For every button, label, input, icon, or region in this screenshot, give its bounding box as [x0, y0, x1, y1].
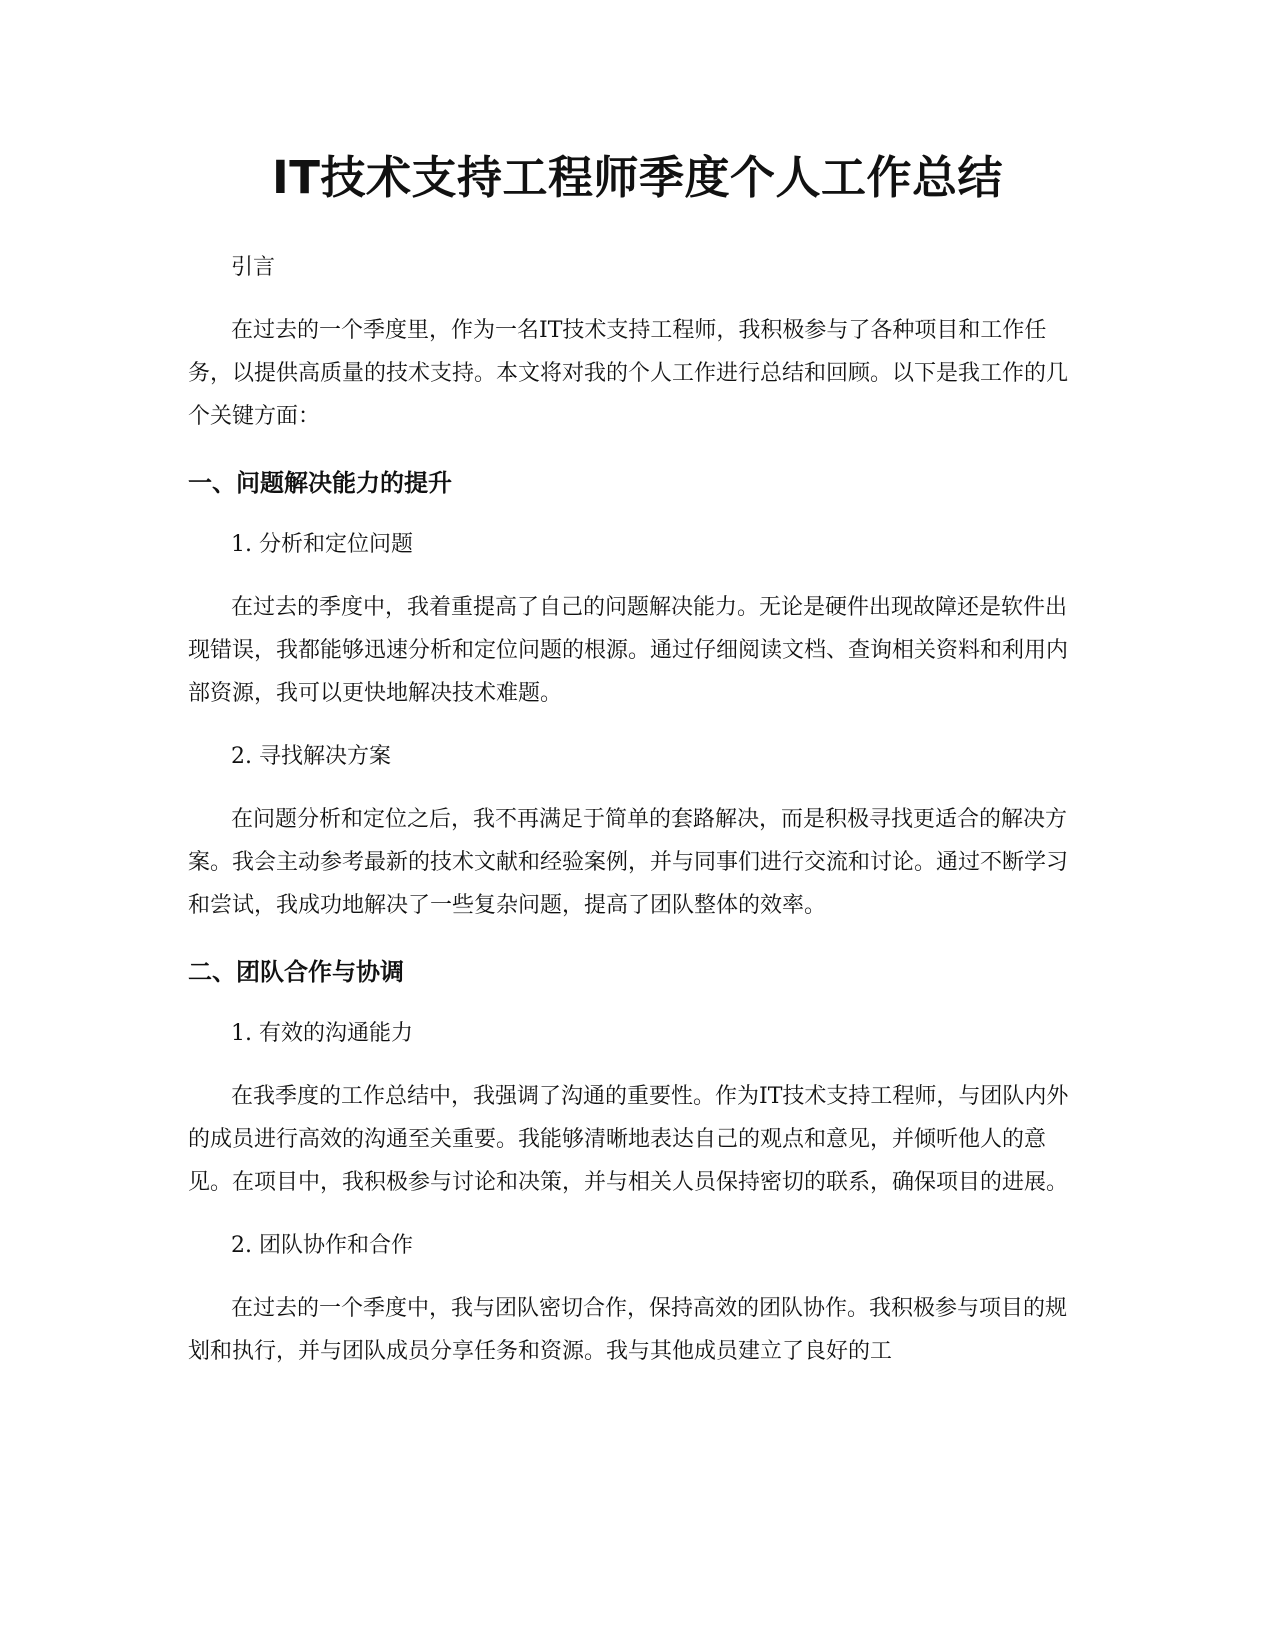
section-heading-2: 二、团队合作与协调: [188, 958, 404, 986]
paragraph-1-1: 在过去的季度中，我着重提高了自己的问题解决能力。无论是硬件出现故障还是软件出现错误，我都能够迅速分析和定位问题的根源。通过仔细阅读文档、查询相关资料和利用内部资源，我可以更快地解决技术难题。: [188, 595, 1069, 706]
intro-label: 引言: [231, 255, 276, 280]
subheading-1-2: 2. 寻找解决方案: [231, 744, 391, 769]
section-heading-1: 一、问题解决能力的提升: [188, 469, 452, 497]
subheading-1-1: 1. 分析和定位问题: [231, 532, 413, 557]
paragraph-2-2: 在过去的一个季度中，我与团队密切合作，保持高效的团队协作。我积极参与项目的规划和执行，并与团队成员分享任务和资源。我与其他成员建立了良好的工: [188, 1296, 1068, 1364]
paragraph-2-1: 在我季度的工作总结中，我强调了沟通的重要性。作为IT技术支持工程师，与团队内外的成员进行高效的沟通至关重要。我能够清晰地表达自己的观点和意见，并倾听他人的意见。在项目中，我积极参与讨论和决策，并与相关人员保持密切的联系，确保项目的进展。: [188, 1084, 1069, 1195]
document-title: IT技术支持工程师季度个人工作总结: [272, 151, 1003, 204]
intro-paragraph: 在过去的一个季度里，作为一名IT技术支持工程师，我积极参与了各种项目和工作任务，以提供高质量的技术支持。本文将对我的个人工作进行总结和回顾。以下是我工作的几个关键方面：: [188, 318, 1069, 429]
subheading-2-2: 2. 团队协作和合作: [231, 1233, 413, 1258]
paragraph-1-2: 在问题分析和定位之后，我不再满足于简单的套路解决，而是积极寻找更适合的解决方案。我会主动参考最新的技术文献和经验案例，并与同事们进行交流和讨论。通过不断学习和尝试，我成功地解决了一些复杂问题，提高了团队整体的效率。: [188, 807, 1069, 918]
subheading-2-1: 1. 有效的沟通能力: [231, 1021, 413, 1046]
